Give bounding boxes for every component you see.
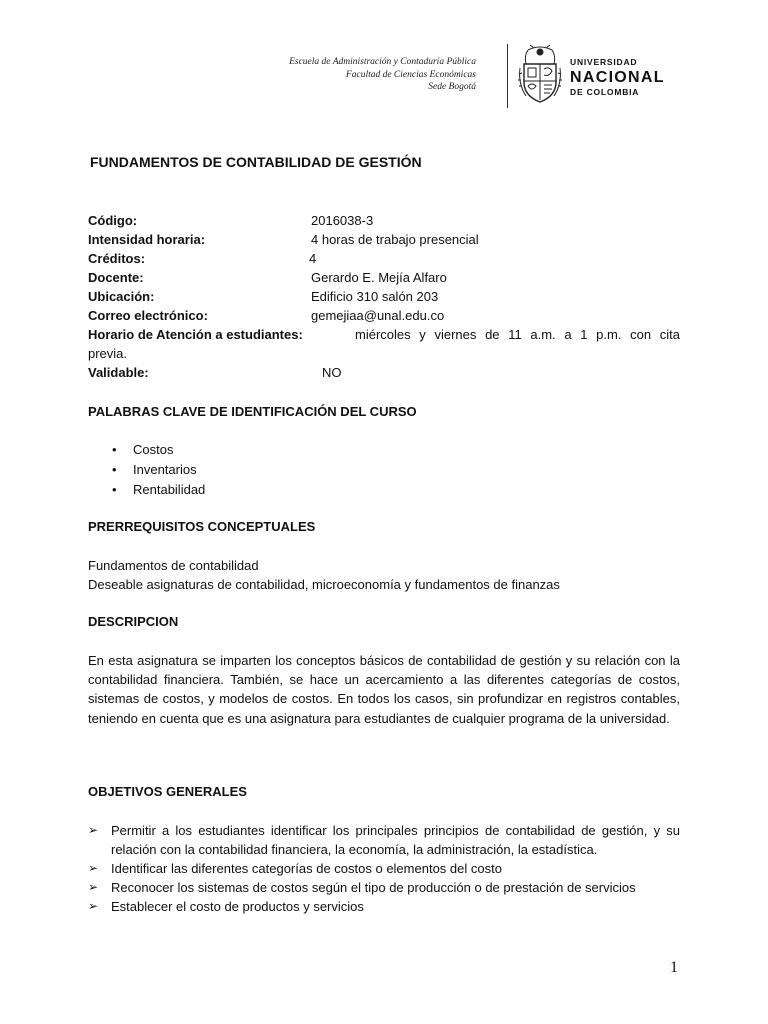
university-wordmark bbox=[570, 57, 665, 98]
list-item bbox=[88, 821, 680, 859]
university-seal-logo bbox=[516, 44, 564, 106]
course-info bbox=[88, 211, 680, 382]
arrow-bullet-icon: ➢ bbox=[88, 899, 99, 913]
creditos-value: 4 bbox=[309, 251, 317, 266]
info-row-codigo bbox=[88, 211, 680, 230]
correo-value: gemejiaa@unal.edu.co bbox=[311, 308, 445, 323]
header-divider bbox=[507, 44, 508, 108]
wordmark-universidad: UNIVERSIDAD bbox=[570, 57, 638, 67]
info-row-docente bbox=[88, 268, 680, 287]
bullet-icon: • bbox=[112, 462, 117, 477]
course-title: FUNDAMENTOS DE CONTABILIDAD DE GESTIÓN bbox=[90, 154, 422, 170]
description-text: En esta asignatura se imparten los conceptos básicos de contabilidad de gestión y su relación con la contabilidad financiera. También, se hace un acercamiento a las diferentes categorías de costos, sistemas de costos, y modelos de costos. En todos los casos, sin profundizar en registros contables, teniendo en cuenta que es una asignatura para estudiantes de cualquier programa de la universidad. bbox=[88, 653, 680, 726]
intensidad-value: 4 horas de trabajo presencial bbox=[311, 232, 479, 247]
keyword-inventarios: Inventarios bbox=[133, 462, 197, 477]
horario-value: miércoles y viernes de 11 a.m. a 1 p.m. con cita bbox=[355, 327, 680, 342]
info-row-ubicacion bbox=[88, 287, 680, 306]
description-heading: DESCRIPCION bbox=[88, 614, 179, 629]
list-item bbox=[88, 897, 680, 916]
info-row-correo bbox=[88, 306, 680, 325]
horario-continuation: previa. bbox=[88, 346, 128, 361]
bullet-icon: • bbox=[112, 442, 117, 457]
arrow-bullet-icon: ➢ bbox=[88, 823, 99, 837]
arrow-bullet-icon: ➢ bbox=[88, 880, 99, 894]
keywords-list bbox=[112, 440, 205, 500]
objective-text: Permitir a los estudiantes identificar los principales principios de contabilidad de gestión, y su relación con la contabilidad financiera, la economía, la administración, la estadística. bbox=[111, 823, 680, 857]
list-item bbox=[88, 859, 680, 878]
intensidad-label: Intensidad horaria: bbox=[88, 232, 206, 247]
header-line-faculty: Facultad de Ciencias Económicas bbox=[345, 69, 476, 80]
objective-text: Reconocer los sistemas de costos según el tipo de producción o de prestación de servicios bbox=[111, 880, 636, 895]
list-item bbox=[112, 460, 205, 480]
page-number: 1 bbox=[670, 959, 678, 976]
header-line-campus: Sede Bogotá bbox=[428, 82, 476, 92]
info-row-creditos bbox=[88, 249, 680, 268]
info-row-horario-cont bbox=[88, 344, 680, 363]
docente-label: Docente: bbox=[88, 270, 144, 285]
prereq-line-1: Fundamentos de contabilidad bbox=[88, 558, 259, 573]
header-line-school: Escuela de Administración y Contaduría Pública bbox=[289, 57, 476, 67]
objectives-heading: OBJETIVOS GENERALES bbox=[88, 784, 247, 799]
wordmark-de-colombia: DE COLOMBIA bbox=[570, 87, 640, 97]
keyword-rentabilidad: Rentabilidad bbox=[133, 482, 206, 497]
list-item bbox=[112, 480, 205, 500]
codigo-label: Código: bbox=[88, 213, 138, 228]
ubicacion-value: Edificio 310 salón 203 bbox=[311, 289, 439, 304]
validable-value: NO bbox=[322, 365, 342, 380]
docente-value: Gerardo E. Mejía Alfaro bbox=[311, 270, 447, 285]
validable-label: Validable: bbox=[88, 365, 149, 380]
info-row-validable bbox=[88, 363, 680, 382]
header-institution-text bbox=[216, 56, 476, 94]
correo-label: Correo electrónico: bbox=[88, 308, 208, 323]
arrow-bullet-icon: ➢ bbox=[88, 861, 99, 875]
list-item bbox=[112, 440, 205, 460]
objective-text: Establecer el costo de productos y servicios bbox=[111, 899, 364, 914]
horario-label: Horario de Atención a estudiantes: bbox=[88, 327, 303, 342]
ubicacion-label: Ubicación: bbox=[88, 289, 155, 304]
bullet-icon: • bbox=[112, 482, 117, 497]
wordmark-nacional: NACIONAL bbox=[570, 69, 665, 86]
info-row-intensidad bbox=[88, 230, 680, 249]
keywords-heading: PALABRAS CLAVE DE IDENTIFICACIÓN DEL CURSO bbox=[88, 404, 417, 419]
objective-text: Identificar las diferentes categorías de costos o elementos del costo bbox=[111, 861, 502, 876]
keyword-costos: Costos bbox=[133, 442, 174, 457]
list-item bbox=[88, 878, 680, 897]
objectives-list bbox=[88, 821, 680, 916]
prereq-line-2: Deseable asignaturas de contabilidad, microeconomía y fundamentos de finanzas bbox=[88, 577, 560, 592]
creditos-label: Créditos: bbox=[88, 251, 146, 266]
prereq-heading: PRERREQUISITOS CONCEPTUALES bbox=[88, 519, 316, 534]
info-row-horario bbox=[88, 325, 680, 344]
codigo-value: 2016038-3 bbox=[311, 213, 374, 228]
